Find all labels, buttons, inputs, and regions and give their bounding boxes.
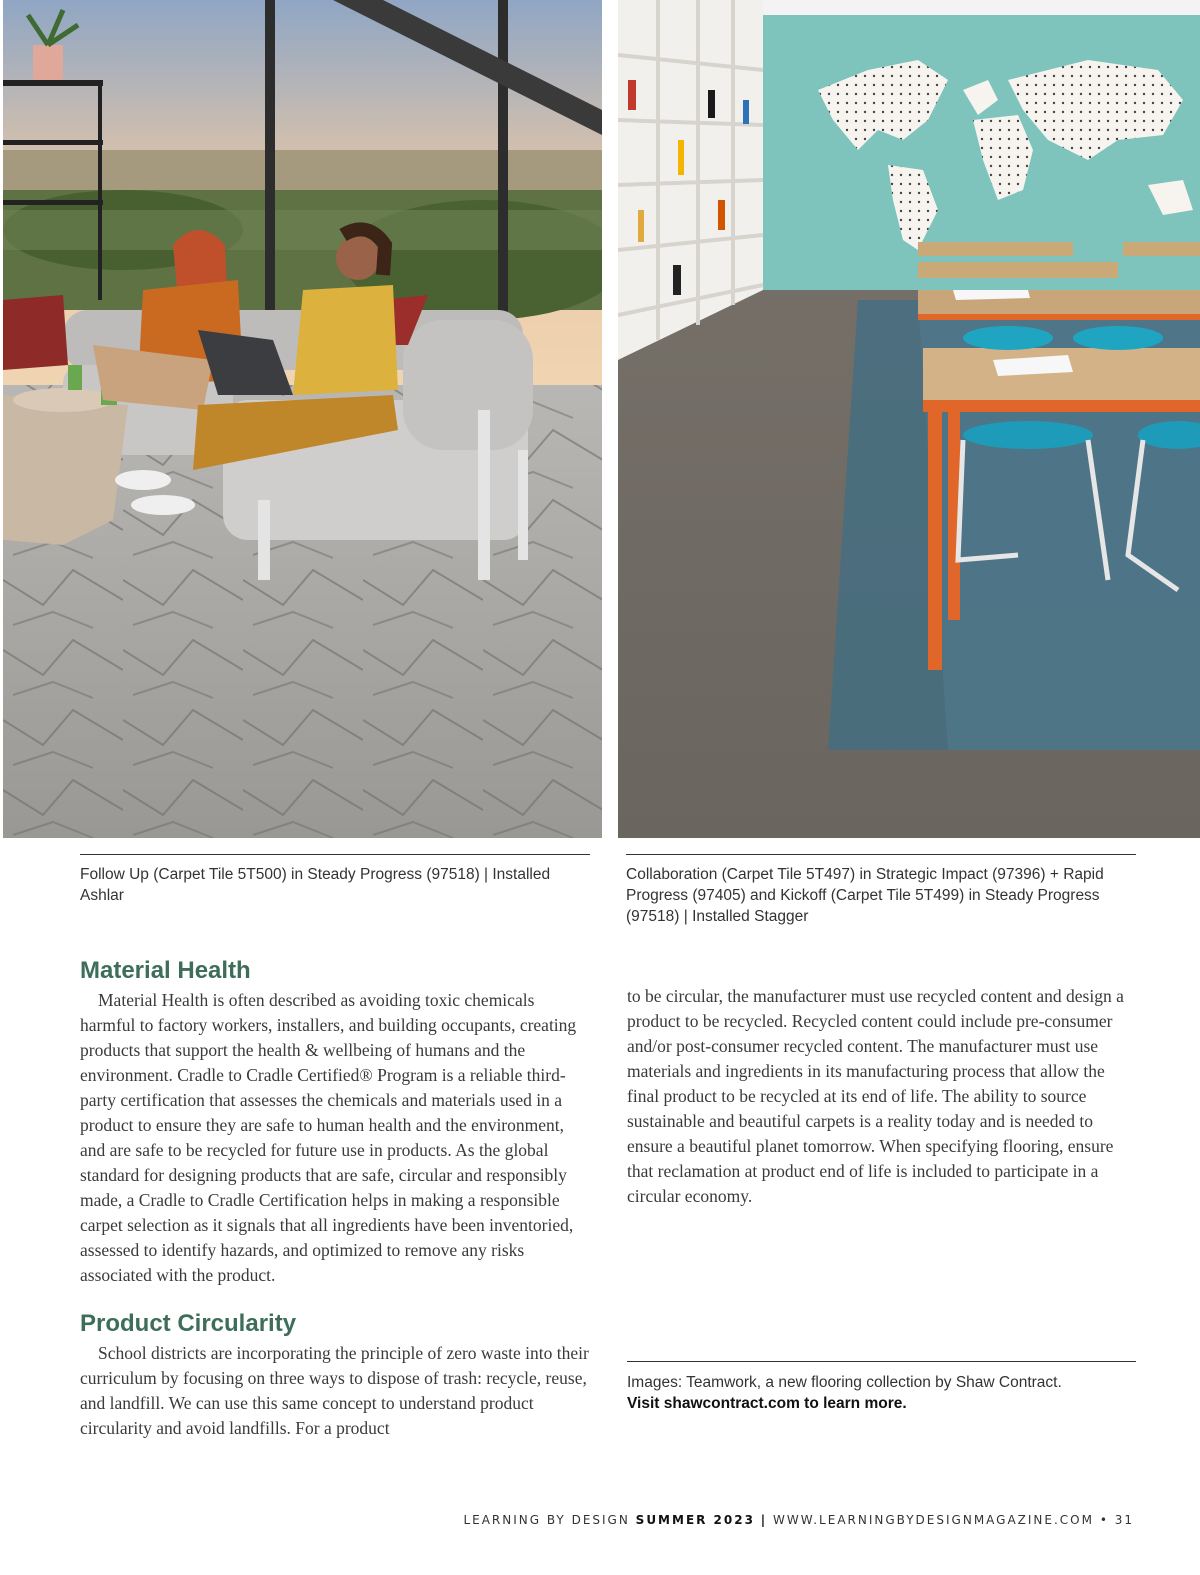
heading-product-circularity: Product Circularity [80, 1310, 297, 1337]
lounge-illustration [3, 0, 602, 838]
photo-classroom [618, 0, 1200, 838]
material-health-body: Material Health is often described as avoiding toxic chemicals harmful to factory workers, installers, and building occupants, creating products that support the health & wellbeing of humans and the environment. Cradle to Cradle Certified® Program is a reliable third-party certification that assesses the chemicals and materials used in a product to ensure they are safe to human health and the environment, and are safe to be recycled for future use in products. As the global standard for designing products that are safe, circular and responsibly made, a Cradle to Cradle Certification helps in making a responsible carpet selection as it signals that all ingredients have been inventoried, assessed to identify hazards, and optimized to remove any risks associated with the product. [80, 990, 577, 1285]
caption-classroom: Collaboration (Carpet Tile 5T497) in Strategic Impact (97396) + Rapid Progress (97405) and Kickoff (Carpet Tile 5T499) in Steady Progress (97518) | Installed Stagger [626, 854, 1136, 927]
credit-link[interactable]: Visit shawcontract.com to learn more. [627, 1395, 907, 1412]
article-column-left [80, 957, 592, 1441]
caption-lounge: Follow Up (Carpet Tile 5T500) in Steady Progress (97518) | Installed Ashlar [80, 854, 590, 906]
page-number: 31 [1114, 1513, 1134, 1527]
image-credit [627, 1361, 1136, 1414]
photo-lounge [3, 0, 602, 838]
product-circularity-body: School districts are incorporating the principle of zero waste into their curriculum by focusing on three ways to dispose of trash: recycle, reuse, and landfill. We can use this same concept to understand product circularity and avoid landfills. For a product [80, 1343, 589, 1438]
footer-issue: SUMMER 2023 [635, 1513, 755, 1527]
classroom-illustration [618, 0, 1200, 838]
heading-material-health: Material Health [80, 957, 251, 984]
product-circularity-continued: to be circular, the manufacturer must use recycled content and design a product to be recycled. Recycled content could include pre-consumer and/or post-consumer recycled content. The manufacturer must use materials and ingredients in its manufacturing process that allow the final product to be recycled at its end of life. The ability to source sustainable and beautiful carpets is a reality today and is needed to ensure a beautiful planet tomorrow. When specifying flooring, ensure that reclamation at product end of life is included to participate in a circular economy. [627, 986, 1124, 1206]
footer-url[interactable]: WWW.LEARNINGBYDESIGNMAGAZINE.COM [773, 1513, 1094, 1527]
footer-magazine: LEARNING BY DESIGN [463, 1513, 630, 1527]
article-column-right [627, 984, 1139, 1209]
credit-text: Images: Teamwork, a new flooring collection by Shaw Contract. [627, 1374, 1062, 1391]
footer-bullet: • [1099, 1513, 1109, 1527]
footer-separator: | [760, 1513, 768, 1527]
page-footer [463, 1513, 1134, 1527]
